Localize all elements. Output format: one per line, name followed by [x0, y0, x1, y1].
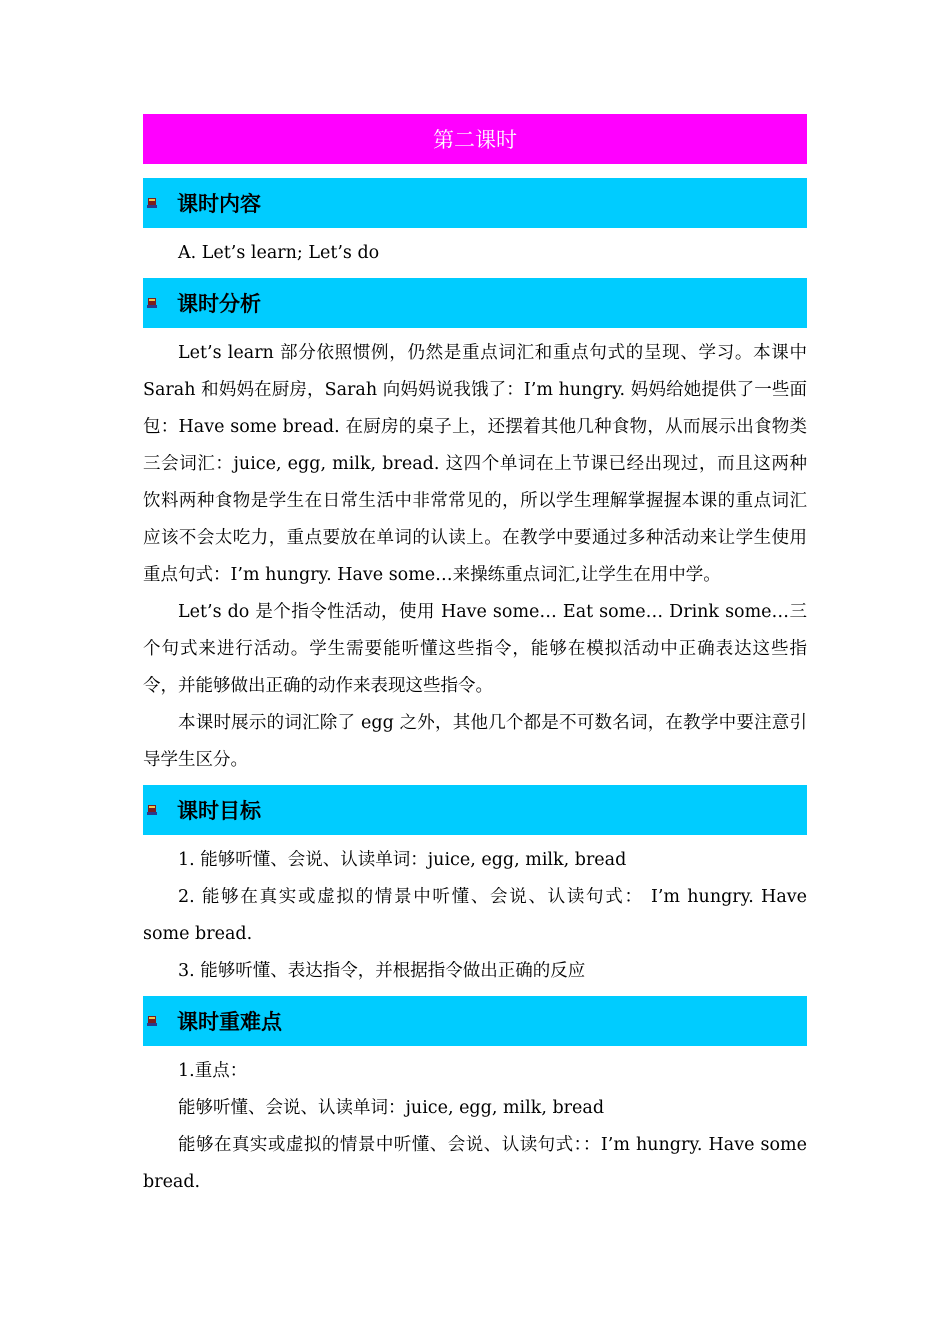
book-bullet-icon [145, 296, 159, 310]
section-header-content [143, 178, 807, 228]
section-body-goals [143, 835, 807, 996]
section-body-content [143, 228, 807, 278]
section-heading: 课时内容 [177, 192, 261, 216]
key-point-line: 1.重点： [178, 1061, 248, 1081]
book-bullet-icon [145, 196, 159, 210]
book-bullet-icon [145, 1014, 159, 1028]
lesson-title: 第二课时 [433, 128, 517, 152]
section-heading: 课时重难点 [177, 1010, 282, 1034]
goal-item: 2. 能够在真实或虚拟的情景中听懂、会说、认读句式： I’m hungry. Have some bread. [143, 887, 807, 944]
content-line: A. Let’s learn; Let’s do [178, 243, 380, 263]
goal-item: 3. 能够听懂、表达指令，并根据指令做出正确的反应 [178, 961, 586, 981]
key-point-line: 能够听懂、会说、认读单词：juice, egg, milk, bread [178, 1098, 605, 1118]
section-header-analysis [143, 278, 807, 328]
section-header-key-points [143, 996, 807, 1046]
analysis-paragraph: Let’s learn 部分依照惯例，仍然是重点词汇和重点句式的呈现、学习。本课中 Sarah 和妈妈在厨房，Sarah 向妈妈说我饿了：I’m hungry. 妈妈给她提供了一些面包：Have some bread. 在厨房的桌子上，还摆着其他几种食物，从而展示出食物类三会词汇：juice, egg, milk, bread. 这四个单词在上节课已经出现过，而且这两种饮料两种食物是学生在日常生活中非常常见的，所以学生理解掌握握本课的重点词汇应该不会太吃力，重点要放在单词的认读上。在教学中要通过多种活动来让学生使用重点句式：I’m hungry. Have some…来操练重点词汇,让学生在用中学。 [143, 343, 807, 585]
section-header-goals [143, 785, 807, 835]
analysis-paragraph: 本课时展示的词汇除了 egg 之外，其他几个都是不可数名词，在教学中要注意引导学生区分。 [143, 713, 807, 770]
analysis-paragraph: Let’s do 是个指令性活动，使用 Have some… Eat some… Drink some…三个句式来进行活动。学生需要能听懂这些指令，能够在模拟活动中正确表达这些指令，并能够做出正确的动作来表现这些指令。 [143, 602, 807, 696]
section-body-analysis [143, 328, 807, 785]
goal-item: 1. 能够听懂、会说、认读单词：juice, egg, milk, bread [178, 850, 627, 870]
lesson-title-bar [143, 114, 807, 164]
key-point-line: 能够在真实或虚拟的情景中听懂、会说、认读句式：：I’m hungry. Have some bread. [143, 1135, 807, 1192]
section-heading: 课时分析 [177, 292, 261, 316]
section-body-key-points [143, 1046, 807, 1207]
book-bullet-icon [145, 803, 159, 817]
document-page [143, 114, 807, 1207]
section-heading: 课时目标 [177, 799, 261, 823]
